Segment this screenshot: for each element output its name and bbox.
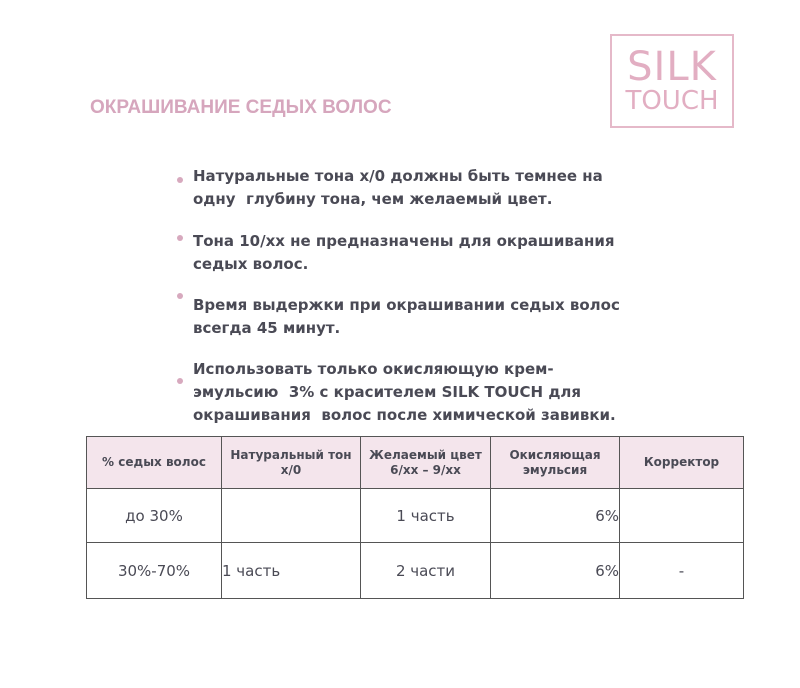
cell-gray-percent: 30%-70% bbox=[87, 543, 222, 599]
bullet-dot-icon bbox=[177, 235, 183, 241]
header-corrector: Корректор bbox=[620, 437, 744, 489]
bullet-1-line-2: одну глубину тона, чем желаемый цвет. bbox=[193, 190, 553, 208]
cell-corrector bbox=[620, 489, 744, 543]
bullet-4-line-2: эмульсию 3% с красителем SILK TOUCH для bbox=[193, 383, 582, 401]
cell-desired-color: 2 части bbox=[361, 543, 491, 599]
bullet-3-line-1: Время выдержки при окрашивании седых волос bbox=[193, 296, 620, 314]
bullet-dot-icon bbox=[177, 293, 183, 299]
bullet-1-line-1: Натуральные тона х/0 должны быть темнее на bbox=[193, 167, 603, 185]
cell-desired-color: 1 часть bbox=[361, 489, 491, 543]
header-gray-percent: % седых волос bbox=[87, 437, 222, 489]
logo-silk: SILK bbox=[627, 44, 717, 90]
cell-natural-tone: 1 часть bbox=[222, 543, 361, 599]
bullet-dot-icon bbox=[177, 378, 183, 384]
bullet-3-line-2: всегда 45 минут. bbox=[193, 319, 341, 337]
bullet-dot-icon bbox=[177, 177, 183, 183]
table-row bbox=[87, 489, 744, 543]
cell-natural-tone bbox=[222, 489, 361, 543]
bullet-2-line-2: седых волос. bbox=[193, 255, 309, 273]
header-oxidizing-emulsion: Окисляющая эмульсия bbox=[491, 437, 620, 489]
table-row bbox=[87, 543, 744, 599]
header-desired-color: Желаемый цвет 6/хх – 9/хх bbox=[361, 437, 491, 489]
silk-touch-logo bbox=[610, 34, 734, 128]
page-title: ОКРАШИВАНИЕ СЕДЫХ ВОЛОС bbox=[90, 97, 392, 118]
cell-emulsion: 6% bbox=[491, 489, 620, 543]
bullet-4-line-1: Использовать только окисляющую крем- bbox=[193, 360, 554, 378]
cell-gray-percent: до 30% bbox=[87, 489, 222, 543]
gray-coverage-table bbox=[86, 436, 744, 599]
header-natural-tone: Натуральный тон х/0 bbox=[222, 437, 361, 489]
cell-corrector: - bbox=[620, 543, 744, 599]
bullet-2-line-1: Тона 10/хх не предназначены для окрашивания bbox=[193, 232, 615, 250]
bullet-4-line-3: окрашивания волос после химической завивки. bbox=[193, 406, 616, 424]
cell-emulsion: 6% bbox=[491, 543, 620, 599]
logo-touch: TOUCH bbox=[625, 86, 719, 116]
table-header-row bbox=[87, 437, 744, 489]
